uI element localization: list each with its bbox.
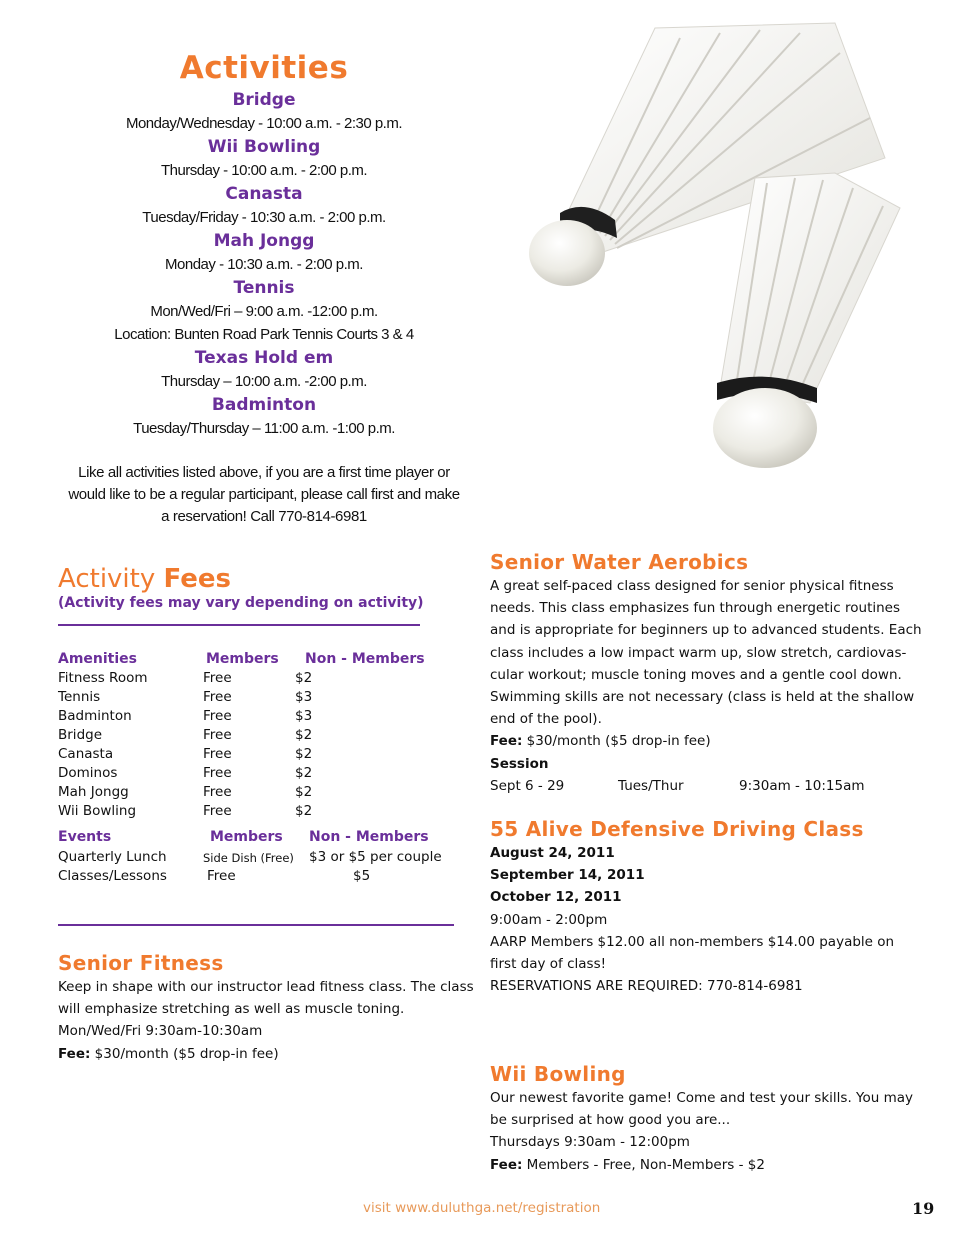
non-member-fee: $2 xyxy=(295,765,313,781)
session-time: 9:30am - 10:15am xyxy=(739,777,865,794)
activity-name: Tennis xyxy=(233,278,295,298)
fee-line xyxy=(490,730,910,752)
fee-label: Fee: xyxy=(490,1156,523,1173)
member-fee: Free xyxy=(203,708,232,724)
non-member-fee: $2 xyxy=(295,746,313,762)
section-title: 55 Alive Defensive Driving Class xyxy=(490,817,864,841)
member-fee: Side Dish (Free) xyxy=(203,851,294,865)
senior-fitness-section xyxy=(58,950,478,1065)
activity-schedule: Thursday - 10:00 a.m. - 2:00 p.m. xyxy=(160,162,368,179)
activity-name: Badminton xyxy=(211,395,317,415)
activity-location: Location: Bunten Road Park Tennis Courts 3 & 4 xyxy=(114,326,414,343)
table-row xyxy=(0,783,480,802)
fees-subtitle: (Activity fees may vary depending on activity) xyxy=(58,595,424,611)
fee-value: Members - Free, Non-Members - $2 xyxy=(522,1156,765,1173)
member-fee: Free xyxy=(203,727,232,743)
non-member-fee: $2 xyxy=(295,803,313,819)
activity-wii-bowling xyxy=(40,135,488,182)
shuttlecock-image xyxy=(505,8,905,478)
activity-name: Canasta xyxy=(225,184,303,204)
body-line: A great self-paced class designed for senior physical fitness xyxy=(490,578,894,594)
note-line: would like to be a regular participant, please call first and make xyxy=(68,486,460,503)
fee-line xyxy=(490,1154,910,1176)
table-row xyxy=(0,707,480,726)
body-line: and is appropriate for beginners up to advanced students. Each xyxy=(490,622,922,639)
amenity-name: Fitness Room xyxy=(58,670,148,686)
amenity-name: Dominos xyxy=(58,765,118,781)
events-header-row xyxy=(0,828,480,847)
fee-value: $30/month ($5 drop-in fee) xyxy=(522,733,711,750)
divider xyxy=(58,924,454,926)
column-header: Events xyxy=(58,829,112,845)
wii-bowling-section xyxy=(490,1061,913,1176)
fees-heading-light: Activity xyxy=(58,564,156,594)
fee-value: $30/month ($5 drop-in fee) xyxy=(90,1045,279,1062)
fee-label: Fee: xyxy=(58,1045,91,1062)
session-row xyxy=(490,775,910,797)
non-member-fee: $2 xyxy=(295,784,313,800)
activity-bridge xyxy=(40,88,488,135)
fee-line xyxy=(58,1043,478,1065)
note-line: a reservation! Call 770-814-6981 xyxy=(161,508,367,525)
table-row xyxy=(0,867,480,886)
fees-heading-bold: Fees xyxy=(163,564,231,594)
body-line: Our newest favorite game! Come and test your skills. You may xyxy=(490,1090,913,1106)
activity-schedule: Thursday – 10:00 a.m. -2:00 p.m. xyxy=(161,373,367,390)
activity-schedule: Mon/Wed/Fri – 9:00 a.m. -12:00 p.m. xyxy=(150,303,378,320)
member-fee: Free xyxy=(203,803,232,819)
amenity-name: Wii Bowling xyxy=(58,803,137,819)
table-row xyxy=(0,745,480,764)
class-date: September 14, 2011 xyxy=(490,867,645,884)
non-member-fee: $3 xyxy=(295,708,313,724)
activity-schedule: Tuesday/Thursday – 11:00 a.m. -1:00 p.m. xyxy=(133,420,395,437)
driving-class-section xyxy=(490,816,910,997)
activity-name: Mah Jongg xyxy=(213,231,315,251)
table-row xyxy=(0,802,480,821)
activity-schedule: Monday - 10:30 a.m. - 2:00 p.m. xyxy=(165,256,363,273)
body-line: will emphasize stretching as well as muscle toning. xyxy=(58,1001,405,1018)
table-row xyxy=(0,726,480,745)
member-fee: Free xyxy=(203,765,232,781)
member-fee: Free xyxy=(203,670,232,686)
session-days: Tues/Thur xyxy=(618,777,684,794)
body-line: class includes a low impact warm up, slow stretch, cardiovas- xyxy=(490,644,907,661)
events-table xyxy=(0,828,480,888)
activities-section xyxy=(40,48,488,528)
class-date: October 12, 2011 xyxy=(490,889,622,906)
amenity-name: Canasta xyxy=(58,746,114,762)
schedule-line: Thursdays 9:30am - 12:00pm xyxy=(490,1134,690,1151)
shuttlecock-front xyxy=(713,173,900,468)
non-member-fee: $2 xyxy=(295,670,313,686)
fees-heading xyxy=(58,562,231,596)
body-line: cular workout; muscle toning moves and a gentle cool down. xyxy=(490,666,902,683)
footer-url-link[interactable]: visit www.duluthga.net/registration xyxy=(363,1200,601,1216)
column-header: Non - Members xyxy=(305,651,425,667)
activities-title: Activities xyxy=(179,50,349,86)
body-line: Swimming skills are not necessary (class is held at the shallow xyxy=(490,689,915,706)
section-body xyxy=(490,842,910,997)
activity-badminton xyxy=(40,393,488,440)
water-aerobics-section xyxy=(490,549,922,797)
member-fee: Free xyxy=(203,689,232,705)
member-fee: Free xyxy=(203,746,232,762)
section-title: Senior Fitness xyxy=(58,951,224,975)
amenity-name: Mah Jongg xyxy=(58,784,129,800)
table-row xyxy=(0,764,480,783)
page-number: 19 xyxy=(912,1199,935,1218)
column-header: Members xyxy=(210,829,283,845)
amenity-name: Tennis xyxy=(58,689,101,705)
amenities-header-row xyxy=(0,650,480,669)
activity-texas-hold-em xyxy=(40,346,488,393)
column-header: Members xyxy=(206,651,279,667)
event-name: Quarterly Lunch xyxy=(58,849,167,865)
non-member-fee: $3 or $5 per couple xyxy=(309,849,442,865)
schedule-line: Mon/Wed/Fri 9:30am-10:30am xyxy=(58,1023,263,1040)
non-member-fee: $5 xyxy=(353,868,371,884)
body-line: first day of class! xyxy=(490,956,607,973)
non-member-fee: $3 xyxy=(295,689,313,705)
body-line: needs. This class emphasizes fun through energetic routines xyxy=(490,600,901,617)
amenity-name: Bridge xyxy=(58,727,103,743)
activity-mah-jongg xyxy=(40,229,488,276)
event-name: Classes/Lessons xyxy=(58,868,167,884)
body-line: AARP Members $12.00 all non-members $14.00 payable on xyxy=(490,933,895,950)
activity-name: Bridge xyxy=(232,90,296,110)
table-row xyxy=(0,848,480,867)
member-fee: Free xyxy=(203,784,232,800)
section-body xyxy=(490,575,922,797)
session-dates: Sept 6 - 29 xyxy=(490,777,565,794)
column-header: Non - Members xyxy=(309,829,429,845)
amenity-name: Badminton xyxy=(58,708,132,724)
activity-canasta xyxy=(40,182,488,229)
section-title: Senior Water Aerobics xyxy=(490,550,749,574)
table-row xyxy=(0,688,480,707)
class-time: 9:00am - 2:00pm xyxy=(490,911,608,928)
activity-tennis xyxy=(40,276,488,346)
section-title: Wii Bowling xyxy=(490,1062,626,1086)
amenities-table xyxy=(0,650,480,830)
activity-schedule: Monday/Wednesday - 10:00 a.m. - 2:30 p.m. xyxy=(125,115,403,132)
activity-schedule: Tuesday/Friday - 10:30 a.m. - 2:00 p.m. xyxy=(142,209,386,226)
body-line: Keep in shape with our instructor lead fitness class. The class xyxy=(58,979,474,995)
session-label: Session xyxy=(490,755,549,772)
column-header: Amenities xyxy=(58,651,138,667)
class-date: August 24, 2011 xyxy=(490,845,615,861)
activities-note xyxy=(40,462,488,528)
section-body xyxy=(490,1087,913,1176)
activity-name: Texas Hold em xyxy=(194,348,334,368)
reservation-line: RESERVATIONS ARE REQUIRED: 770-814-6981 xyxy=(490,978,803,995)
fee-label: Fee: xyxy=(490,733,523,750)
non-member-fee: $2 xyxy=(295,727,313,743)
member-fee: Free xyxy=(207,868,236,884)
body-line: end of the pool). xyxy=(490,711,602,728)
activity-name: Wii Bowling xyxy=(207,137,321,157)
section-body xyxy=(58,976,478,1065)
table-row xyxy=(0,669,480,688)
body-line: be surprised at how good you are... xyxy=(490,1112,731,1129)
note-line: Like all activities listed above, if you are a first time player or xyxy=(78,464,450,481)
divider xyxy=(58,624,420,626)
